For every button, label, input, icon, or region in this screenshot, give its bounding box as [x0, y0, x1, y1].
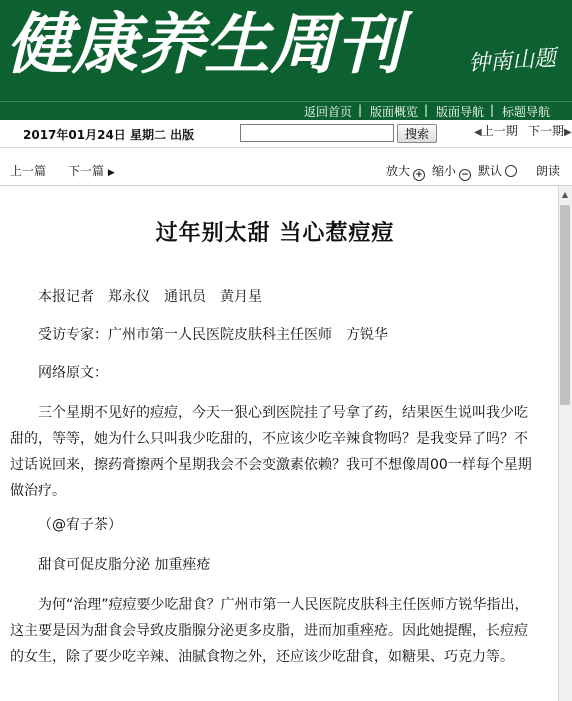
- nav-page-guide-link[interactable]: 版面导航: [436, 105, 485, 119]
- paragraph-2: 为何“治理”痘痘要少吃甜食？广州市第一人民医院皮肤科主任医师方锐华指出，这主要是因为甜食会导致皮脂腺分泌更多皮脂，进而加重痤疮。因此她提醒，长痘痘的女生，除了要少吃辛辣、油腻食物之外，还应该少吃甜食，如糖果、巧克力等。: [10, 597, 529, 665]
- issue-date: 2017年01月24日 星期二 出版: [23, 128, 195, 142]
- byline: 本报记者 郑永仪 通讯员 黄月星: [38, 289, 262, 305]
- next-issue-label: 下一期: [528, 124, 565, 138]
- prev-issue-link[interactable]: [474, 122, 518, 139]
- nav-home-link[interactable]: 返回首页: [304, 105, 353, 119]
- nav-separator: |: [358, 103, 363, 117]
- top-navigation: [0, 101, 572, 120]
- zoom-out-label: 缩小: [432, 164, 457, 178]
- zoom-out-button[interactable]: [432, 162, 471, 181]
- read-aloud-label: 朗读: [536, 164, 561, 178]
- next-issue-link[interactable]: [528, 122, 572, 139]
- triangle-right-icon: ▶: [564, 127, 572, 138]
- scroll-up-arrow-icon[interactable]: ▲: [561, 190, 569, 199]
- subheading: 甜食可促皮脂分泌 加重痤疮: [38, 557, 211, 573]
- search-input[interactable]: [240, 124, 394, 142]
- minus-circle-icon: −: [459, 169, 471, 181]
- calligraphy-signature: 钟南山题: [467, 45, 557, 78]
- paragraph-1: 三个星期不见好的痘痘，今天一狠心到医院挂了号拿了药，结果医生说叫我少吃甜的，等等，她为什么只叫我少吃甜的，不应该少吃辛辣食物吗？是我变异了吗？不过话说回来，擦药膏擦两个星期我会不会变激素依赖？我可不想像周00一样每个星期做治疗。: [10, 405, 532, 499]
- prev-article-link[interactable]: [10, 162, 46, 179]
- read-aloud-button[interactable]: [536, 162, 560, 179]
- nav-title-guide-link[interactable]: 标题导航: [502, 105, 551, 119]
- source-label: 网络原文：: [38, 365, 108, 381]
- nav-overview-link[interactable]: 版面概览: [370, 105, 419, 119]
- date-search-bar: [0, 120, 572, 148]
- prev-issue-label: 上一期: [481, 124, 518, 138]
- next-article-link[interactable]: [68, 162, 115, 179]
- article-headline: 过年别太甜 当心惹痘痘: [155, 221, 395, 246]
- default-size-button[interactable]: [478, 162, 517, 179]
- nav-separator: |: [490, 103, 495, 117]
- triangle-right-icon: ▶: [107, 168, 115, 178]
- zoom-in-label: 放大: [386, 164, 411, 178]
- default-size-label: 默认: [478, 164, 503, 178]
- search-button[interactable]: 搜索: [397, 124, 437, 143]
- paragraph-author: （@宥子茶）: [38, 517, 122, 533]
- expert-line: 受访专家：广州市第一人民医院皮肤科主任医师 方锐华: [38, 327, 388, 343]
- masthead-title: 健康养生周刊: [6, 5, 402, 83]
- masthead-banner: [0, 0, 572, 101]
- plus-circle-icon: +: [413, 169, 425, 181]
- nav-separator: |: [424, 103, 429, 117]
- circle-icon: [505, 165, 517, 177]
- prev-article-label: 上一篇: [10, 164, 47, 178]
- scrollbar-thumb[interactable]: [560, 205, 570, 405]
- article-content: [0, 186, 558, 701]
- next-article-label: 下一篇: [68, 164, 105, 178]
- triangle-left-icon: ◀: [474, 127, 482, 138]
- zoom-in-button[interactable]: [386, 162, 425, 181]
- article-toolbar: [0, 152, 572, 186]
